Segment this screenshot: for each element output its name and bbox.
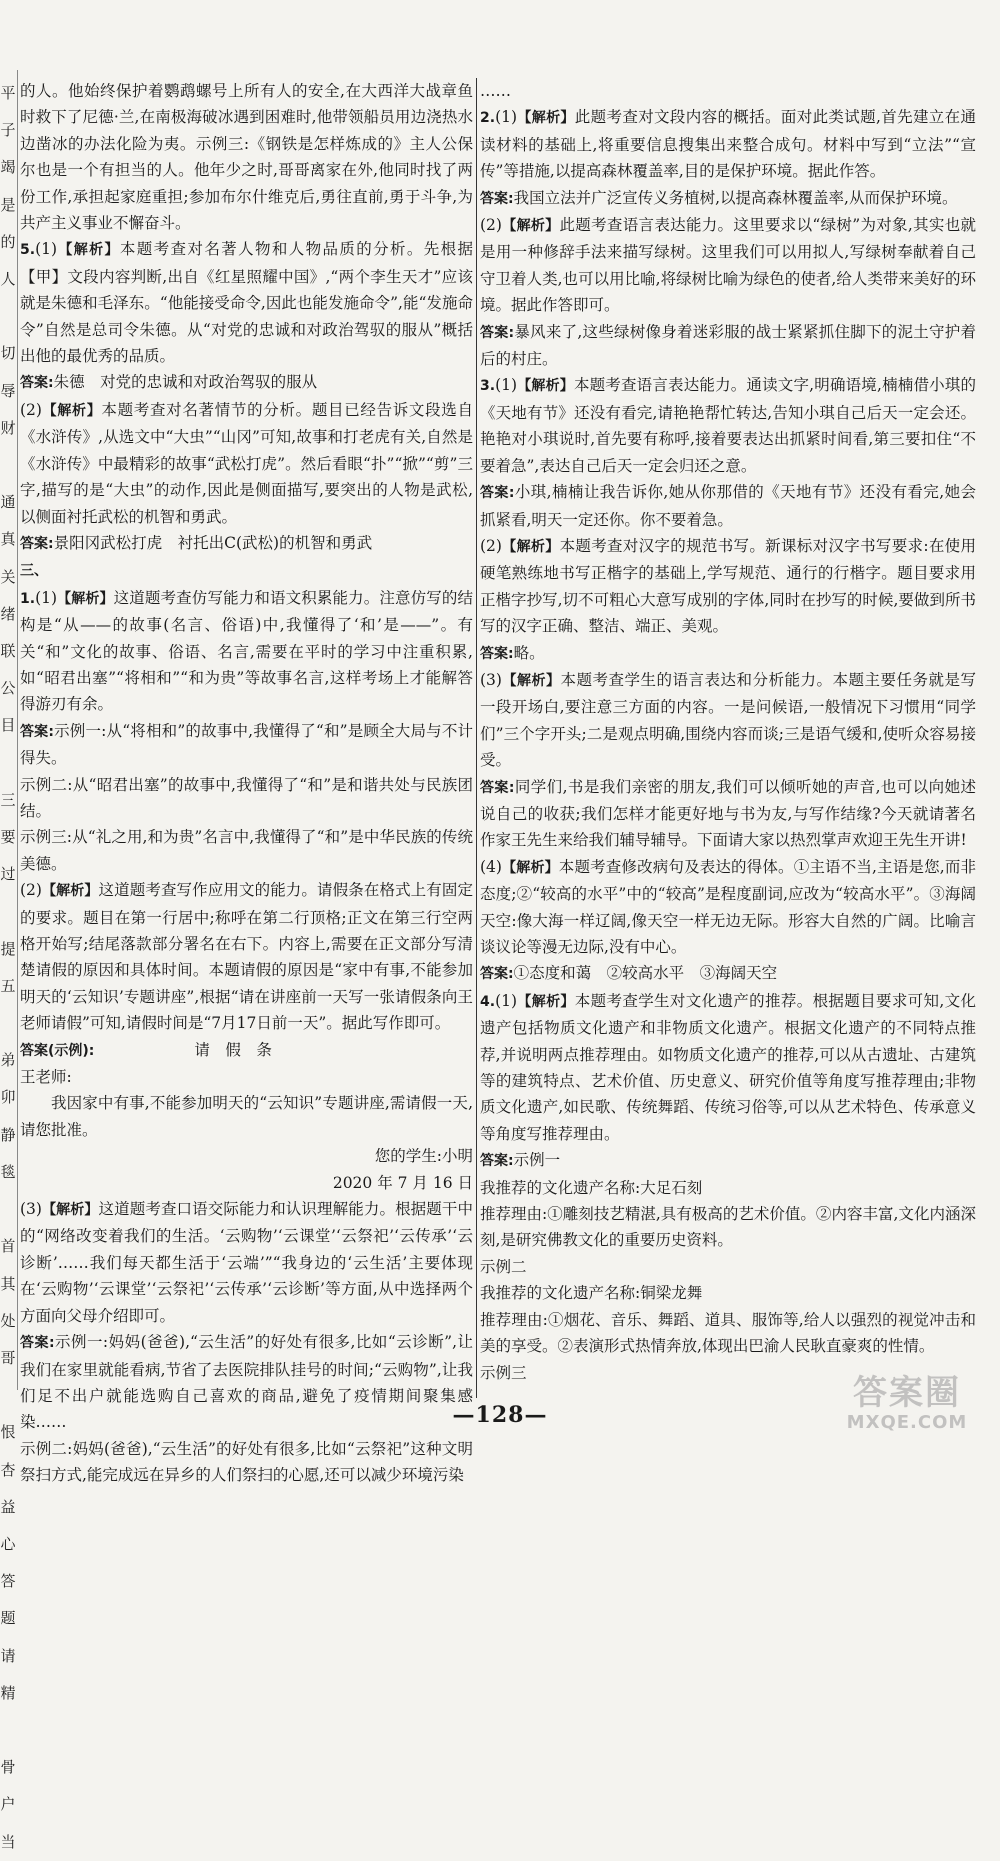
gutter-char: 请 [0,1646,16,1665]
gutter-char [0,893,16,930]
sub-question-number: (1) [35,588,58,607]
text-paragraph [480,1254,976,1280]
sub-question-number: (3) [480,670,502,689]
answer-label: 答案: [480,1153,514,1170]
gutter-char: 子 [0,121,16,140]
answer-label: 答案: [20,375,54,392]
paragraph-text: 示例二:妈妈(爸爸),“云生活”的好处有很多,比如“云祭祀”这种文明祭扫方式,能完成远在异乡的人们祭扫的心愿,还可以减少环境污染 [20,1439,473,1485]
gutter-char: 三 [0,790,16,809]
sub-question-number: (1) [495,108,518,127]
analysis-text: 本题考查对名著人物和人物品质的分析。先根据【甲】文段内容判断,出自《红星照耀中国》,“两个李生天才”应该就是朱德和毛泽东。“他能接受命令,因此也能发施命令”,能“发施命令”自然是总司令朱德。从“对党的忠诚和对政治驾驭的服从”概括出他的最优秀的品质。 [20,240,473,366]
gutter-char: 心 [0,1534,16,1553]
sub-question-number: (1) [495,376,518,395]
gutter-char: 当 [0,1832,16,1851]
gutter-char: 答 [0,1572,16,1591]
analysis-label: 【解析】 [57,590,114,607]
question-analysis [480,533,976,640]
question-number: 1. [20,590,36,607]
sub-question-number: (1) [495,991,518,1010]
sub-question-number: (2) [20,400,42,419]
question-analysis [480,372,976,479]
site-watermark-logo [832,1374,982,1440]
paragraph-text: 推荐理由:①雕刻技艺精湛,具有极高的艺术价值。②内容丰富,文化内涵深刻,是研究佛教文化的重要历史资料。 [480,1205,976,1250]
sub-question-number: (4) [480,857,502,876]
paragraph-text: 示例二:从“昭君出塞”的故事中,我懂得了“和”是和谐共处与民族团结。 [20,775,473,820]
analysis-label: 【解析】 [501,218,560,235]
answer-text: 暴风来了,这些绿树像身着迷彩服的战士紧紧抓住脚下的泥土守护着后的村庄。 [480,322,976,369]
gutter-char: 竭 [0,158,16,177]
question-analysis [480,667,976,774]
gutter-char: 静 [0,1125,16,1144]
gutter-char: 哥 [0,1348,16,1367]
paragraph-text: …… [480,82,511,100]
answer-label: 答案: [480,190,514,207]
gutter-char: 真 [0,530,16,549]
analysis-label: 【解析】 [41,1202,99,1219]
analysis-label: 【解析】 [517,110,575,127]
text-paragraph [480,78,976,104]
gutter-char: 平 [0,84,16,102]
paragraph-text: 我推荐的文化遗产名称:铜梁龙舞 [480,1284,703,1303]
analysis-text: 这道题考查仿写能力和语文积累能力。注意仿写的结构是“从——的故事(名言、俗语)中,我懂得了‘和’是——”。有关“和”文化的故事、俗语、名言,需要在平时的学习中注重积累,如“昭君出塞”“将相和”“和为贵”等故事名言,这样考场上才能解答得游刃有余。 [20,588,473,714]
gutter-char: 精 [0,1683,16,1702]
letter-body-text: 我因家中有事,不能参加明天的“云知识”专题讲座,需请假一天,请您批准。 [20,1094,473,1139]
gutter-char: 切 [0,344,16,363]
gutter-char: 毯 [0,1162,16,1181]
analysis-label: 【解析】 [517,378,574,395]
answer [480,1147,976,1174]
answer-text: ①态度和蔼 ②较高水平 ③海阔天空 [513,964,778,983]
gutter-char: 处 [0,1311,16,1330]
margin-edge-line [17,70,18,1390]
paragraph-text: 的人。他始终保护着鹦鹉螺号上所有人的安全,在大西洋大战章鱼时救下了尼德·兰,在南极海破冰遇到困难时,他带领船员用边浇热水边凿冰的办法化险为夷。示例三:《钢铁是怎样炼成的》主人公保尔也是一个有担当的人。他年少之时,哥哥离家在外,他同时找了两份工作,承担起家庭重担;参加布尔什维克后,勇往直前,勇于斗争,为共产主义事业不懈奋斗。 [20,82,473,233]
gutter-char: 要 [0,828,16,847]
gutter-char: 公 [0,679,16,698]
text-paragraph [20,1064,473,1090]
paragraph-text: 示例三:从“礼之用,和为贵”名言中,我懂得了“和”是中华民族的传统美德。 [20,828,473,873]
question-analysis [480,854,976,961]
gutter-char: 题 [0,1609,16,1628]
question-number: 3. [480,378,496,395]
answer-text: 示例一:妈妈(爸爸),“云生活”的好处有很多,比如“云诊断”,让我们在家里就能看病,节省了去医院排队挂号的时间;“云购物”,让我们足不出户就能选购自己喜欢的商品,避免了疫情期间聚集感染…… [20,1333,473,1432]
page-number: —128— [452,1402,548,1428]
gutter-char: 弟 [0,1051,16,1070]
gutter-char: 户 [0,1795,16,1814]
text-paragraph [20,772,473,825]
signature-text: 2020 年 7 月 16 日 [332,1173,473,1192]
gutter-char [0,298,16,335]
answer-label: 答案: [480,779,515,796]
text-paragraph [20,824,473,877]
analysis-text: 此题考查对文段内容的概括。面对此类试题,首先建立在通读材料的基础上,将重要信息搜集出来整合成句。材料中写到“立法”“宣传”等措施,以提高森林覆盖率,目的是保护环境。据此作答。 [480,108,977,181]
question-analysis [20,236,473,369]
gutter-char [0,447,16,484]
column-divider [476,78,477,1398]
gutter-char: 其 [0,1274,16,1293]
answer-label: 答案: [20,535,54,552]
paragraph-text: 示例三 [480,1363,527,1382]
analysis-text: 这道题考查口语交际能力和认识理解能力。根据题干中的“网络改变着我们的生活。‘云购物’‘云课堂’‘云祭祀’‘云传承’‘云诊断’……我们每天都生活于‘云端’”“我身边的‘云生活’主要体现在‘云购物’‘云课堂’‘云祭祀’‘云传承’‘云诊断’等方面,从中选择两个方面向父母介绍即可。 [20,1200,473,1325]
answer-label: 答案(示例): [20,1042,95,1059]
answer-label: 答案: [480,645,514,662]
analysis-label: 【解析】 [501,538,560,555]
question-analysis [20,397,473,530]
right-column [480,78,976,1400]
letter-signature [20,1170,473,1196]
question-analysis [20,585,473,718]
gutter-char: 人 [0,270,16,289]
gutter-char: 是 [0,195,16,214]
analysis-text: 此题考查语言表达能力。这里要求以“绿树”为对象,其实也就是用一种修辞手法来描写绿树。这里我们可以用拟人,写绿树奉献着自己守卫着人类,也可以用比喻,将绿树比喻为绿色的使者,给人类带来美好的环境。据此作答即可。 [480,216,977,315]
answer-label: 答案: [480,485,515,502]
gutter-char [0,1712,16,1749]
analysis-label: 【解析】 [57,242,120,259]
section-heading [20,557,473,584]
signature-text: 您的学生:小明 [374,1147,473,1166]
paragraph-text: 王老师: [20,1068,72,1087]
answer [20,718,473,772]
answer [20,530,473,557]
analysis-text: 本题考查学生对文化遗产的推荐。根据题目要求可知,文化遗产包括物质文化遗产和非物质文化遗产。根据文化遗产的不同特点推荐,并说明两点推荐理由。如物质文化遗产的推荐,可以从古遗址、古建筑等的建筑特点、艺术价值、历史意义、研究价值等角度写推荐理由;非物质文化遗产,如民歌、传统舞蹈、传统习俗等,可以从艺术特色、传承意义等角度写推荐理由。 [480,991,977,1143]
gutter-char: 杏 [0,1460,16,1479]
gutter-char: 联 [0,642,16,661]
answer-text: 同学们,书是我们亲密的朋友,我们可以倾听她的声音,也可以向她述说自己的收获;我们怎样才能更好地与书为友,与写作结缘?今天就请著名作家王先生来给我们辅导辅导。下面请大家以热烈掌声欢迎王先生开讲! [480,777,976,850]
answer-text: 示例一:从“将相和”的故事中,我懂得了“和”是顾全大局与不计得失。 [20,721,473,768]
answer [20,369,473,396]
gutter-char: 首 [0,1237,16,1256]
sub-question-number: (2) [480,216,502,235]
answer [480,479,976,533]
answer-label: 答案: [20,1335,55,1352]
text-paragraph [480,1201,976,1254]
text-paragraph [20,1436,473,1489]
analysis-text: 本题考查语言表达能力。通读文字,明确语境,楠楠借小琪的《天地有节》还没有看完,请艳艳帮忙转达,告知小琪自己后天一定会还。艳艳对小琪说时,首先要有称呼,接着要表达出抓紧时间看,第三要扣住“不要着急”,表达自己后天一定会归还之意。 [480,376,976,475]
question-analysis [20,877,473,1036]
question-number: 4. [480,993,496,1010]
gutter-char: 财 [0,418,16,437]
answer [480,960,976,987]
sub-question-number: (2) [480,536,502,555]
gutter-char: 骨 [0,1758,16,1777]
section-number: 三、 [20,563,48,580]
answer [20,1037,473,1064]
answer [480,774,976,854]
watermark-line1: 答案圈 [853,1373,961,1413]
analysis-label: 【解析】 [41,883,99,900]
analysis-label: 【解析】 [501,672,561,689]
answer [480,185,976,212]
watermark-line2: MXQE.COM [846,1412,968,1433]
paragraph-text: 示例二 [480,1257,527,1276]
analysis-label: 【解析】 [517,993,575,1010]
text-paragraph [20,78,473,236]
text-paragraph [480,1175,976,1201]
paragraph-text: 我推荐的文化遗产名称:大足石刻 [480,1178,703,1197]
answer-text: 示例一 [513,1151,561,1170]
answer-text: 我国立法并广泛宣传义务植树,以提高森林覆盖率,从而保护环境。 [513,188,958,207]
question-number: 2. [480,110,496,127]
analysis-text: 本题考查对汉字的规范书写。新课标对汉字书写要求:在使用硬笔熟练地书写正楷字的基础上,学写规范、通行的行楷字。题目要求用正楷字抄写,切不可粗心大意写成别的字体,同时在抄写的时候,要做到所书写的汉字正确、整洁、端正、美观。 [480,536,977,636]
sub-question-number: (3) [20,1200,42,1219]
gutter-char: 恨 [0,1423,16,1442]
answer-label: 答案: [20,723,54,740]
sub-question-number: (2) [20,881,42,900]
binding-margin [0,75,16,1851]
analysis-label: 【解析】 [41,402,102,419]
question-analysis [480,988,976,1147]
gutter-char: 通 [0,493,16,512]
analysis-text: 本题考查学生的语言表达和分析能力。本题主要任务就是写一段开场白,要注意三方面的内容。一是问候语,一般情况下习惯用“同学们”三个字开头;二是观点明确,围绕内容而谈;三是语气缓和,使听众容易接受。 [480,670,976,770]
gutter-char: 关 [0,567,16,586]
analysis-text: 本题考查修改病句及表达的得体。①主语不当,主语是您,而非态度;②“较高的水平”中的“较高”是程度副词,应改为“较高水平”。③海阔天空:像大海一样辽阔,像天空一样无边无际。形容大自然的广阔。比喻言谈议论等漫无边际,没有中心。 [480,857,977,956]
gutter-char: 辱 [0,381,16,400]
letter-title: 请 假 条 [194,1040,272,1059]
question-number: 5. [20,242,36,259]
answer [480,319,976,373]
left-column [20,78,473,1485]
answer-text: 景阳冈武松打虎 衬托出C(武松)的机智和勇武 [53,533,373,552]
gutter-char: 过 [0,865,16,884]
gutter-char [0,1191,16,1228]
gutter-char: 目 [0,716,16,735]
text-paragraph [480,1307,976,1360]
text-paragraph [480,1280,976,1306]
answer-label: 答案: [480,966,514,983]
answer [480,640,976,667]
answer-text: 略。 [513,643,545,662]
gutter-char: 提 [0,939,16,958]
analysis-label: 【解析】 [501,859,559,876]
question-analysis [480,212,976,319]
gutter-char: 卯 [0,1088,16,1107]
paragraph-text: 推荐理由:①烟花、音乐、舞蹈、道具、服饰等,给人以强烈的视觉冲击和美的享受。②表演形式热情奔放,体现出巴渝人民耿直豪爽的性情。 [480,1310,976,1356]
gutter-char: 的 [0,232,16,251]
gutter-char: 五 [0,976,16,995]
analysis-text: 这道题考查写作应用文的能力。请假条在格式上有固定的要求。题目在第一行居中;称呼在第二行顶格;正文在第三行空两格开始写;结尾落款部分署名在右下。内容上,需要在正文部分写清楚请假的原因和具体时间。本题请假的原因是“家中有事,不能参加明天的‘云知识’专题讲座”,根据“请在讲座前一天写一张请假条向王老师请假”可知,请假时间是“7月17日前一天”。据此写作即可。 [20,881,473,1033]
gutter-char: 益 [0,1497,16,1516]
answer-text: 朱德 对党的忠诚和对政治驾驭的服从 [53,373,318,392]
answer-label: 答案: [480,324,515,341]
analysis-text: 本题考查对名著情节的分析。题目已经告诉文段选自《水浒传》,从选文中“大虫”“山冈”可知,故事和打老虎有关,自然是《水浒传》中最精彩的故事“武松打虎”。然后看眼“扑”“掀”“剪”三字,描写的是“大虫”的动作,因此是侧面描写,要突出的人物是武松,以侧面衬托武松的机智和勇武。 [20,400,473,526]
letter-signature [20,1143,473,1169]
gutter-char [0,1005,16,1042]
gutter-char: 绪 [0,604,16,623]
answer-text: 小琪,楠楠让我告诉你,她从你那借的《天地有节》还没有看完,她会抓紧看,明天一定还你。你不要着急。 [480,483,976,529]
question-analysis [20,1196,473,1329]
sub-question-number: (1) [35,240,58,259]
question-analysis [480,104,976,184]
gutter-char [0,745,16,782]
letter-body [20,1090,473,1143]
